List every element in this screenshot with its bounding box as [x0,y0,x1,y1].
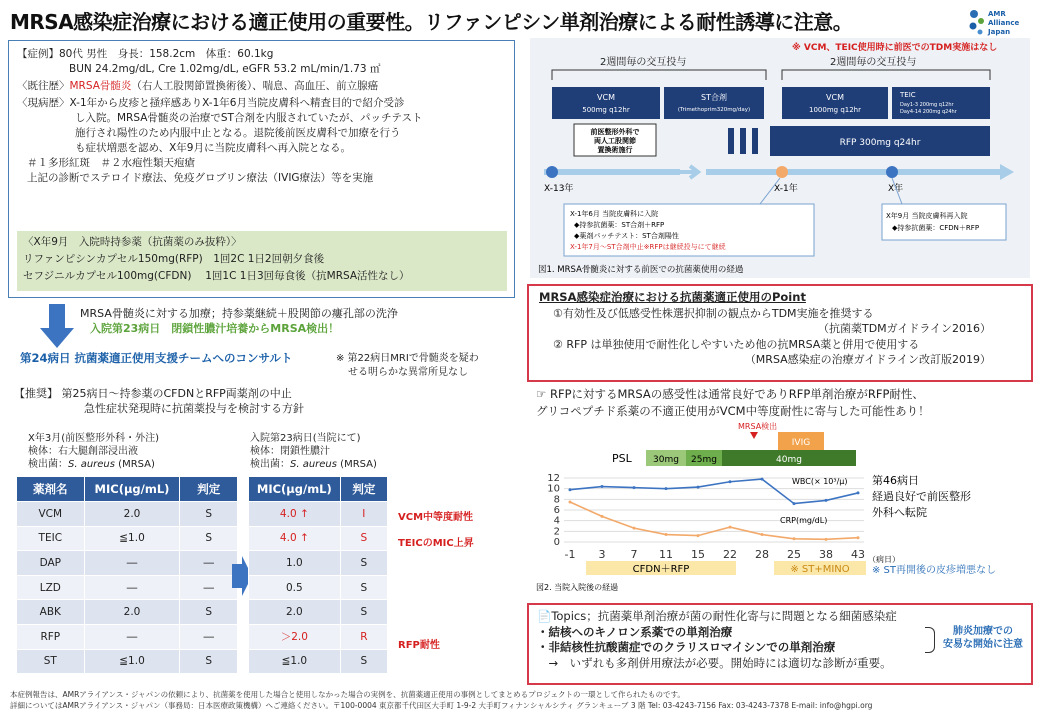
alt-label-2: 2週間毎の交互投与 [830,57,917,68]
drug-cell: ABK [17,600,85,625]
callout2-line1: X年9月 当院皮膚科再入院 [886,212,968,220]
timeline-svg [530,38,1030,278]
mrsa-marker-label: MRSA検出 [738,422,778,431]
rec-line2: 急性症状発現時に抗菌薬投与を検討する方針 [84,402,304,415]
judge-cell: S [340,551,387,576]
judge-cell: S [180,526,238,551]
drug-cfdn: セフジニルカプセル100mg(CFDN) 1回1C 1日3回毎食後（抗MRSA活性なし） [23,270,410,282]
table-row [249,502,388,527]
table-row [17,600,238,625]
case-summary-box [8,40,515,298]
judge-cell: R [340,624,387,649]
teic-dose2: Day4-14 200mg q24hr [900,109,957,115]
psl-25-label: 25mg [691,455,717,465]
resistance-note: TEICのMIC上昇 [398,537,474,549]
x-tick-label: 11 [659,548,673,561]
y-tick-label: 10 [547,483,560,495]
wbc-point [761,478,764,481]
rfp-tick-1 [728,128,734,154]
side-note-line2: 安易な開始に注意 [943,639,1023,650]
x-label: X年 [888,184,904,194]
timeline-figure [530,38,1030,278]
alt-label-1: 2週間毎の交互投与 [600,57,687,68]
callout1-line4: X-1年7月～ST合剤中止※RFPは継続投与にて継続 [570,243,726,251]
wbc-point [697,486,700,489]
vcm1-dose: 500mg q12hr [582,106,630,114]
mic-cell: ≦1.0 [84,526,180,551]
teic-label: TEIC [900,91,916,99]
rfp-tick-3 [752,128,758,154]
organism-name: S. aureus [68,459,115,470]
crp-point [697,534,700,537]
topics-side-note [935,625,1031,651]
course-chart-svg [530,420,1030,596]
wbc-point [665,487,668,490]
y-tick-label: 6 [553,505,560,516]
surgery-line2: 両人工股関節 [594,137,636,145]
table-row [17,624,238,649]
drug-rfp: リファンピシンカプセル150mg(RFP) 1回2C 1日2回朝夕食後 [23,253,325,265]
side-note-line1: 肺炎加療での [953,626,1013,637]
st-note: ※ ST再開後の皮疹増悪なし [872,565,997,576]
table-row [17,551,238,576]
judge-cell: ― [180,551,238,576]
y-tick-label: 4 [553,515,560,527]
x-tick-label: 3 [598,548,606,561]
mic-cell: 2.0 [249,600,341,625]
mic-cell: 2.0 [84,502,180,527]
topic-2: ・非結核性抗酸菌症でのクラリスロマイシンでの単剤治療 [537,640,836,654]
crp-point [729,526,732,529]
cfdn-label: CFDN＋RFP [632,564,690,575]
crp-point [569,501,572,504]
day46-line2: 経過良好で前医整形 [872,490,971,503]
crp-point [665,533,668,536]
mrsa-marker-icon [750,432,758,439]
topics-box [527,603,1033,685]
callout1-line1: X-1年6月 当院皮膚科に入院 [570,210,659,218]
history-rest: （右人工股関節置換術後）、喘息、高血圧、前立腺癌 [131,80,379,92]
mic-cell: 4.0 ↑ [249,502,341,527]
psl-30-label: 30mg [653,455,679,465]
st-bar [664,87,764,119]
drug-cell: TEIC [17,526,85,551]
y-tick-label: 0 [553,537,560,548]
crp-point [761,533,764,536]
recommendation [14,386,304,416]
present-line4: も症状増悪を認め、X年9月に当院皮膚科へ再入院となる。 [75,142,351,154]
logo-mark-icon [966,8,988,38]
mic-table-before [16,476,238,674]
bracket-2 [782,70,990,80]
table-row [249,526,388,551]
page-title: MRSA感染症治療における適正使用の重要性。リファンピシン単剤治療による耐性誘導に注意。 [10,10,853,34]
case-profile: 【症例】80代 男性 身長：158.2cm 体重：60.1kg [17,48,274,60]
course-chart [530,420,1030,596]
axis-arrow [1000,164,1014,180]
psl-40-label: 40mg [776,455,802,465]
crp-point [601,515,604,518]
table-row [249,624,388,649]
culture1-header [28,432,159,471]
insight-line2: グリコペプチド系薬の不適正使用がVCM中等度耐性に寄与した可能性あり！ [536,404,930,418]
table-row [17,526,238,551]
logo-line1: AMR [988,10,1006,18]
present-line3: 施行され陽性のため内服中止となる。退院後前医皮膚科で加療を行う [75,127,401,139]
resistance-note: RFP耐性 [398,640,440,651]
judge-cell: S [340,575,387,600]
treatment-note: MRSA骨髄炎に対する加療；持参薬継続＋股関節の瘻孔部の洗浄 [80,307,398,320]
col-judge: 判定 [180,477,238,502]
bracket-1 [552,70,766,80]
judge-cell: S [180,649,238,674]
down-arrow-icon [40,304,74,348]
figure2-caption: 図2. 当院入院後の経過 [536,583,619,592]
ast-consult: 第24病日 抗菌薬適正使用支援チームへのコンサルト [20,351,293,365]
mic-cell: ＞2.0 [249,624,341,649]
resistance-note: VCM中等度耐性 [398,512,474,523]
crp-point [633,527,636,530]
wbc-point [857,491,860,494]
x13-label: X-13年 [544,184,574,194]
vcm1-bar [552,87,660,119]
judge-cell: S [340,649,387,674]
crp-point [857,536,860,539]
culture1-date: X年3月(前医整形外科・外注) [28,433,160,444]
case-history [17,79,506,94]
organism-label: 検出菌： [250,459,290,470]
day46-line1: 第46病日 [872,474,919,487]
rfp-label: RFP 300mg q24hr [839,138,921,148]
mrsa-detection: 入院第23病日 閉鎖性膿汁培養からMRSA検出！ [90,322,340,335]
rec-line1: 【推奨】 第25病日～持参薬のCFDNとRFP両薬剤の中止 [14,387,292,400]
mri-note [336,352,479,380]
crp-point [793,537,796,540]
point-1: ①有効性及び低感受性株選択抑制の観点からTDM実施を推奨する [553,306,874,320]
wbc-point [569,488,572,491]
vcm2-bar [782,87,888,119]
table-row [249,551,388,576]
topics-title: 📄Topics；抗菌薬単剤治療が菌の耐性化寄与に問題となる細菌感染症 [537,609,897,623]
crp-legend: CRP(mg/dL) [780,516,828,525]
table-row [17,649,238,674]
x-tick-label: 15 [691,548,705,561]
judge-cell: S [180,502,238,527]
tdm-warning: ※ VCM、TEIC使用時に前医でのTDM実施はなし [792,43,998,53]
mic-cell: 4.0 ↑ [249,526,341,551]
drug-cell: DAP [17,551,85,576]
x-tick-label: -1 [564,548,576,561]
col-mic: MIC(μg/mL) [84,477,180,502]
vcm2-label: VCM [826,93,844,102]
insight-line1: ☞ RFPに対するMRSAの感受性は通常良好でありRFP単剤治療がRFP耐性、 [536,387,924,401]
culture1-organism [28,458,159,471]
table-row [17,502,238,527]
mic-cell: ― [84,551,180,576]
x1-marker [776,166,788,178]
mrsa-insight [536,386,930,420]
wbc-point [601,485,604,488]
x-tick-label: 7 [630,548,638,561]
wbc-point [729,480,732,483]
vcm2-dose: 1000mg q12hr [809,106,861,114]
present-label: 〈現病歴〉 [17,97,70,109]
callout2-line2: ◆持参抗菌薬：CFDN＋RFP [892,224,980,232]
culture2-header [250,432,377,471]
surgery-line1: 前医整形外科で [590,128,640,136]
drug-cell: RFP [17,624,85,649]
culture1-specimen: 検体：右大腿創部浸出液 [28,446,138,457]
teic-dose1: Day1-3 200mg q12hr [900,102,954,108]
drug-cell: VCM [17,502,85,527]
judge-cell: S [340,600,387,625]
wbc-point [825,499,828,502]
mic-cell: ― [84,575,180,600]
mic-cell: ― [84,624,180,649]
x-callout [882,204,1006,240]
topics-conclusion: → いずれも多剤併用療法が必要。開始時には適切な診断が重要。 [537,655,892,670]
st-label: ST合剤 [701,93,727,102]
logo-line2: Alliance [988,19,1020,27]
organism-name: S. aureus [290,459,337,470]
admission-drugs-box [17,231,507,291]
mri-line2: せる明らかな異常所見なし [348,367,468,378]
table-row [249,575,388,600]
axis-break [680,166,698,178]
therapy-note: 上記の診断でステロイド療法、免疫グロブリン療法（IVIG療法）等を実施 [27,172,374,184]
vcm1-label: VCM [597,93,615,102]
table-row [17,575,238,600]
mic-cell: ≦1.0 [249,649,341,674]
consult-block [80,306,398,336]
history-label: 〈既往歴〉 [17,80,70,92]
present-line1: X-1年から皮疹と掻痒感ありX-1年6月当院皮膚科へ精査目的で紹介受診 [69,97,405,109]
table-row [249,649,388,674]
mic-cell: 1.0 [249,551,341,576]
admission-drugs-title: 〈X年9月 入院時持参薬（抗菌薬のみ抜粋）〉 [23,236,242,248]
x-marker [886,166,898,178]
footer-line2: 詳細についてはAMRアライアンス・ジャパン（事務局：日本医療政策機構）へご連絡ください。〒100-0004 東京都千代田区大手町 1-9-2 大手町フィナンシャルシティ グランキューブ 3 階 Tel: 03-4243-7156 Fax: 03-4243-7378 E-mail: info@hgpi.org [10,701,873,710]
x-tick-label: 22 [723,548,737,561]
y-tick-label: 2 [553,526,560,538]
callout1-line2: ◆持参抗菌薬：ST合剤＋RFP [574,221,665,229]
psl-label: PSL [612,452,632,465]
mic-table-after [248,476,388,674]
topics-brace [925,627,935,653]
organism-suffix: (MRSA) [114,459,155,470]
case-labs: BUN 24.2mg/dL, Cre 1.02mg/dL, eGFR 53.2 mL/min/1.73 ㎡ [69,63,381,75]
judge-cell: ― [180,575,238,600]
point-title: MRSA感染症治療における抗菌薬適正使用のPoint [539,290,806,304]
x-tick-label: 28 [755,548,769,561]
judge-cell: ― [180,624,238,649]
point-2-ref: （MRSA感染症の治療ガイドライン改訂版2019） [744,353,991,366]
mic-cell: 2.0 [84,600,180,625]
judge-cell: S [180,600,238,625]
organism-suffix: (MRSA) [336,459,377,470]
mri-line1: ※ 第22病日MRIで骨髄炎を疑わ [336,353,479,364]
judge-cell: I [340,502,387,527]
x13-marker [546,166,558,178]
mic-cell: ≦1.0 [84,649,180,674]
x-tick-label: 38 [819,548,833,561]
footer-line1: 本症例報告は、AMRアライアンス・ジャパンの依頼により、抗菌薬を使用した場合と使用しなかった場合の実例を、抗菌薬適正使用の事例としてまとめるプロジェクトの一環として作られたものです。 [10,690,685,699]
stmino-label: ※ ST+MINO [790,564,850,575]
logo-line3: Japan [988,28,1011,36]
col-judge: 判定 [340,477,387,502]
figure1-caption: 図1. MRSA骨髄炎に対する前医での抗菌薬使用の経過 [538,265,744,275]
wbc-point [793,502,796,505]
culture2-date: 入院第23病日(当院にて) [250,433,361,444]
mic-cell: 0.5 [249,575,341,600]
ivig-label: IVIG [791,438,811,448]
col-drug: 薬剤名 [17,477,85,502]
surgery-line3: 置換術施行 [597,146,633,154]
point-1-ref: （抗菌薬TDMガイドライン2016） [817,322,991,335]
x1-label: X-1年 [774,184,798,194]
footer [10,689,872,711]
rfp-tick-2 [740,128,746,154]
crp-point [825,538,828,541]
point-2: ② RFP は単独使用で耐性化しやすいため他の抗MRSA薬と併用で使用する [553,337,920,351]
history-mrsa: MRSA骨髄炎 [69,80,132,92]
drug-cell: LZD [17,575,85,600]
topic-1: ・結核へのキノロン系薬での単剤治療 [537,624,733,639]
problem-list: ＃１多形紅斑 ＃２水疱性類天疱瘡 [27,157,195,169]
day-axis-label: （病日） [868,555,900,564]
wbc-legend: WBC(× 10³/μ) [792,477,848,486]
col-mic: MIC(μg/mL) [249,477,341,502]
st-dose: (Trimethoprim320mg/day) [677,107,751,113]
judge-cell: S [340,526,387,551]
table-row [249,600,388,625]
wbc-point [633,486,636,489]
drug-cell: ST [17,649,85,674]
y-tick-label: 12 [547,473,560,484]
culture2-specimen: 検体：閉鎖性膿汁 [250,446,330,457]
day46-line3: 外科へ転院 [872,506,927,519]
case-present [17,96,506,111]
callout1-line3: ◆薬剤パッチテスト：ST合剤陽性 [574,232,679,240]
x-tick-label: 43 [851,548,865,561]
y-tick-label: 8 [553,494,560,506]
present-line2: し入院。MRSA骨髄炎の治療でST合剤を内服されていたが、パッチテスト [75,112,423,124]
point-box [527,284,1033,382]
culture2-organism [250,458,377,471]
organism-label: 検出菌： [28,459,68,470]
amr-alliance-logo [966,6,1034,40]
x-tick-label: 25 [787,548,801,561]
